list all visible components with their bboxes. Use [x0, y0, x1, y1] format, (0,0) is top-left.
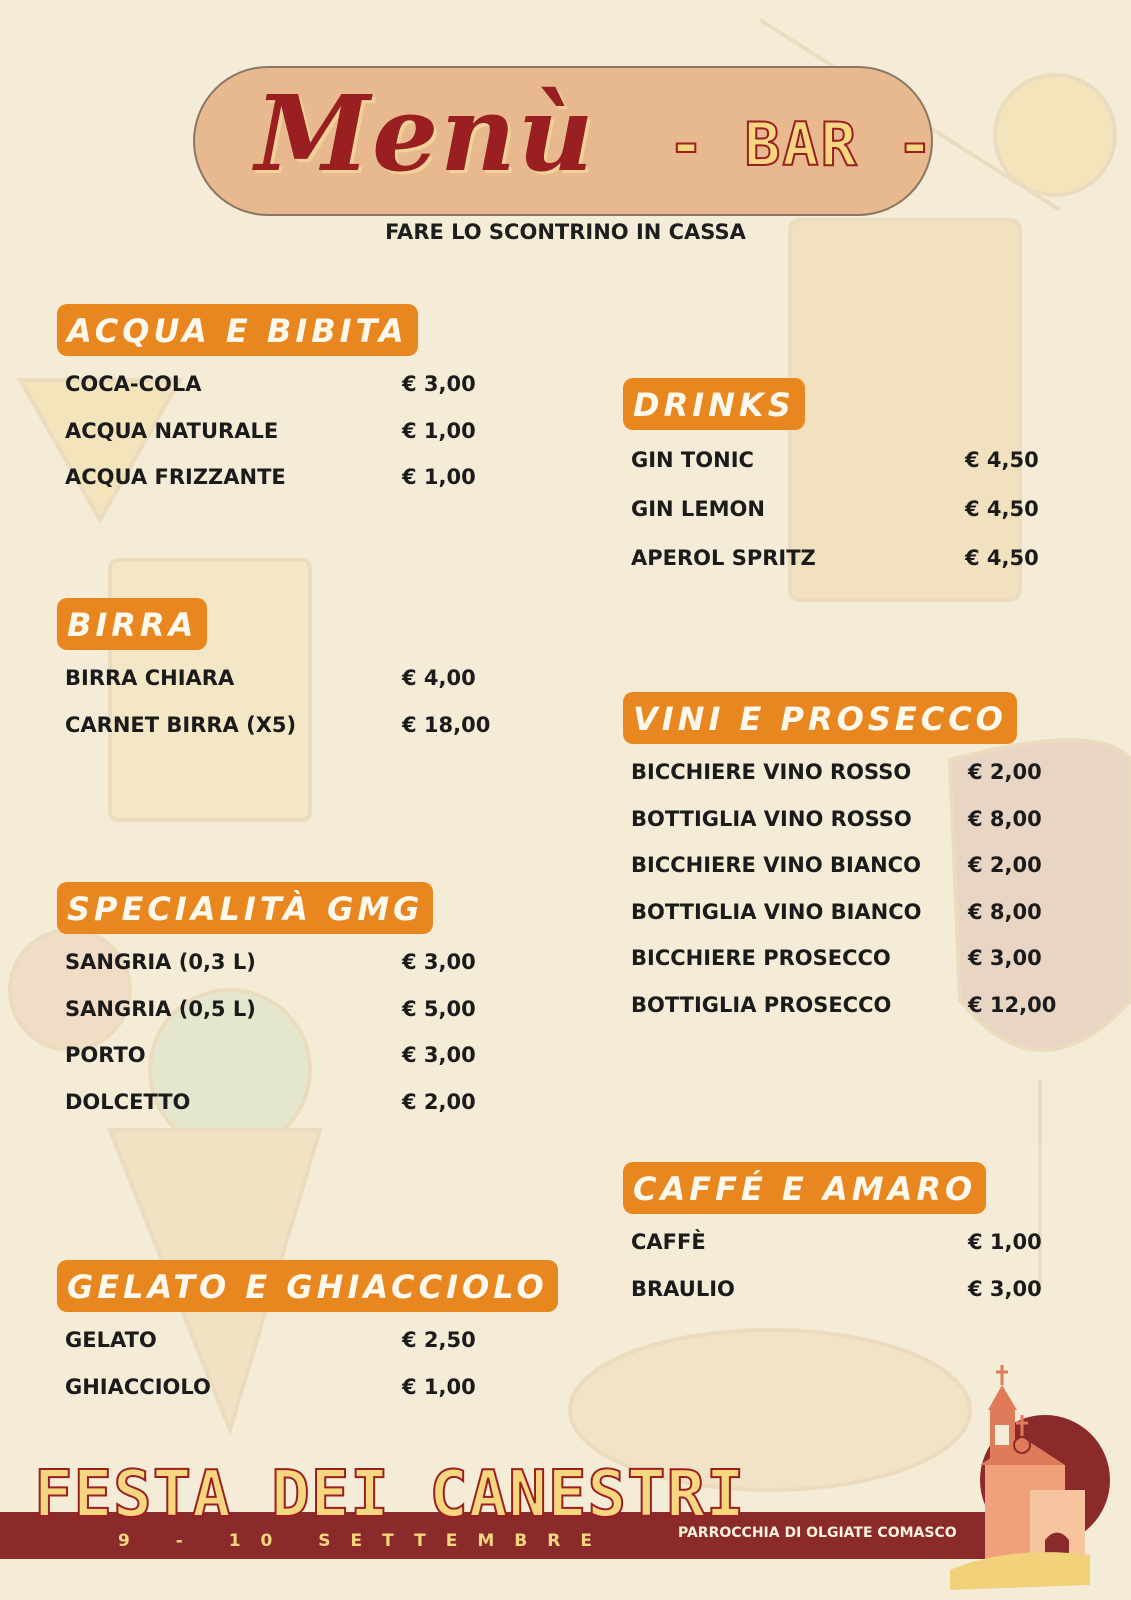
bar-subtitle: - BAR - — [668, 110, 935, 180]
item-price: € 1,00 — [968, 1230, 1042, 1254]
menu-item — [623, 847, 1042, 894]
item-name: BIRRA CHIARA — [65, 666, 235, 690]
section-heading: VINI E PROSECCO — [623, 692, 1017, 744]
item-name: GIN TONIC — [631, 448, 754, 472]
item-list — [57, 366, 476, 506]
menu-item — [57, 944, 476, 991]
receipt-notice: FARE LO SCONTRINO IN CASSA — [385, 220, 746, 244]
item-list — [57, 660, 491, 753]
menu-item — [623, 754, 1042, 801]
item-price: € 12,00 — [968, 992, 1057, 1017]
item-list — [623, 442, 1039, 589]
item-name: BOTTIGLIA VINO BIANCO — [631, 899, 922, 924]
item-price: € 3,00 — [968, 946, 1042, 970]
section-specialita — [57, 882, 476, 1130]
item-price: € 4,50 — [965, 546, 1039, 570]
item-price: € 1,00 — [402, 1374, 476, 1399]
menu-item — [57, 413, 476, 460]
section-heading: BIRRA — [57, 598, 207, 650]
item-price: € 3,00 — [402, 1043, 476, 1067]
item-name: APEROL SPRITZ — [631, 546, 816, 570]
item-name: CARNET BIRRA (X5) — [65, 712, 297, 737]
organizer-name: PARROCCHIA DI OLGIATE COMASCO — [678, 1525, 957, 1541]
section-vini — [623, 692, 1057, 1033]
menu-item — [57, 707, 491, 754]
item-name: BOTTIGLIA PROSECCO — [631, 992, 892, 1017]
menu-item — [57, 1322, 558, 1369]
item-name: SANGRIA (0,3 L) — [65, 950, 256, 974]
menu-item — [57, 991, 476, 1038]
item-name: ACQUA FRIZZANTE — [65, 465, 286, 489]
item-name: DOLCETTO — [65, 1089, 191, 1114]
item-price: € 18,00 — [402, 712, 491, 737]
item-price: € 1,00 — [402, 418, 476, 443]
section-heading: DRINKS — [623, 378, 805, 430]
item-price: € 4,50 — [965, 448, 1039, 472]
item-price: € 8,00 — [968, 806, 1042, 831]
item-name: BICCHIERE VINO BIANCO — [631, 853, 921, 877]
item-name: PORTO — [65, 1043, 146, 1067]
section-caffe — [623, 1162, 1042, 1317]
item-name: GELATO — [65, 1328, 157, 1352]
menu-item — [623, 1224, 1042, 1271]
item-price: € 3,00 — [402, 372, 476, 396]
menu-item — [623, 894, 1042, 941]
section-heading: CAFFÉ E AMARO — [623, 1162, 986, 1214]
menu-item — [57, 366, 476, 413]
section-acqua — [57, 304, 476, 506]
menu-item — [57, 1369, 558, 1416]
event-dates: 9 - 10 SETTEMBRE — [118, 1531, 612, 1551]
section-heading: SPECIALITÀ GMG — [57, 882, 433, 934]
menu-item — [57, 1084, 476, 1131]
item-list — [57, 1322, 558, 1415]
item-price: € 5,00 — [402, 996, 476, 1021]
event-title: FESTA DEI CANESTRI — [34, 1458, 746, 1532]
section-drinks — [623, 378, 1039, 589]
menu-item — [623, 540, 1039, 589]
menu-title: Menù — [255, 72, 596, 195]
item-price: € 4,00 — [402, 666, 476, 690]
item-name: COCA-COLA — [65, 372, 202, 396]
lemon-slice-shape — [995, 75, 1115, 195]
menu-item — [57, 1037, 476, 1084]
church-logo-icon — [950, 1355, 1130, 1600]
item-list — [623, 1224, 1042, 1317]
menu-item — [623, 491, 1039, 540]
item-name: SANGRIA (0,5 L) — [65, 996, 256, 1021]
item-price: € 3,00 — [968, 1276, 1042, 1301]
menu-item — [57, 660, 476, 707]
juice-glass-shape — [790, 220, 1020, 600]
menu-item — [623, 940, 1042, 987]
section-heading: GELATO E GHIACCIOLO — [57, 1260, 558, 1312]
item-name: CAFFÈ — [631, 1230, 706, 1254]
item-name: GHIACCIOLO — [65, 1374, 211, 1399]
menu-item — [57, 459, 476, 506]
item-price: € 1,00 — [402, 465, 476, 489]
item-list — [57, 944, 476, 1130]
menu-item — [623, 442, 1039, 491]
menu-item — [623, 801, 1042, 848]
item-price: € 3,00 — [402, 950, 476, 974]
item-name: GIN LEMON — [631, 497, 765, 521]
section-gelato — [57, 1260, 558, 1415]
item-name: BOTTIGLIA VINO ROSSO — [631, 806, 912, 831]
item-list — [623, 754, 1057, 1033]
menu-item — [623, 1271, 1042, 1318]
item-name: ACQUA NATURALE — [65, 418, 279, 443]
section-heading: ACQUA E BIBITA — [57, 304, 418, 356]
item-name: BICCHIERE VINO ROSSO — [631, 760, 912, 784]
section-birra — [57, 598, 491, 753]
item-price: € 4,50 — [965, 497, 1039, 521]
menu-item — [623, 987, 1057, 1034]
item-price: € 2,00 — [402, 1089, 476, 1114]
item-name: BICCHIERE PROSECCO — [631, 946, 891, 970]
item-price: € 2,00 — [968, 853, 1042, 877]
item-price: € 2,00 — [968, 760, 1042, 784]
item-price: € 8,00 — [968, 899, 1042, 924]
item-price: € 2,50 — [402, 1328, 476, 1352]
item-name: BRAULIO — [631, 1276, 735, 1301]
